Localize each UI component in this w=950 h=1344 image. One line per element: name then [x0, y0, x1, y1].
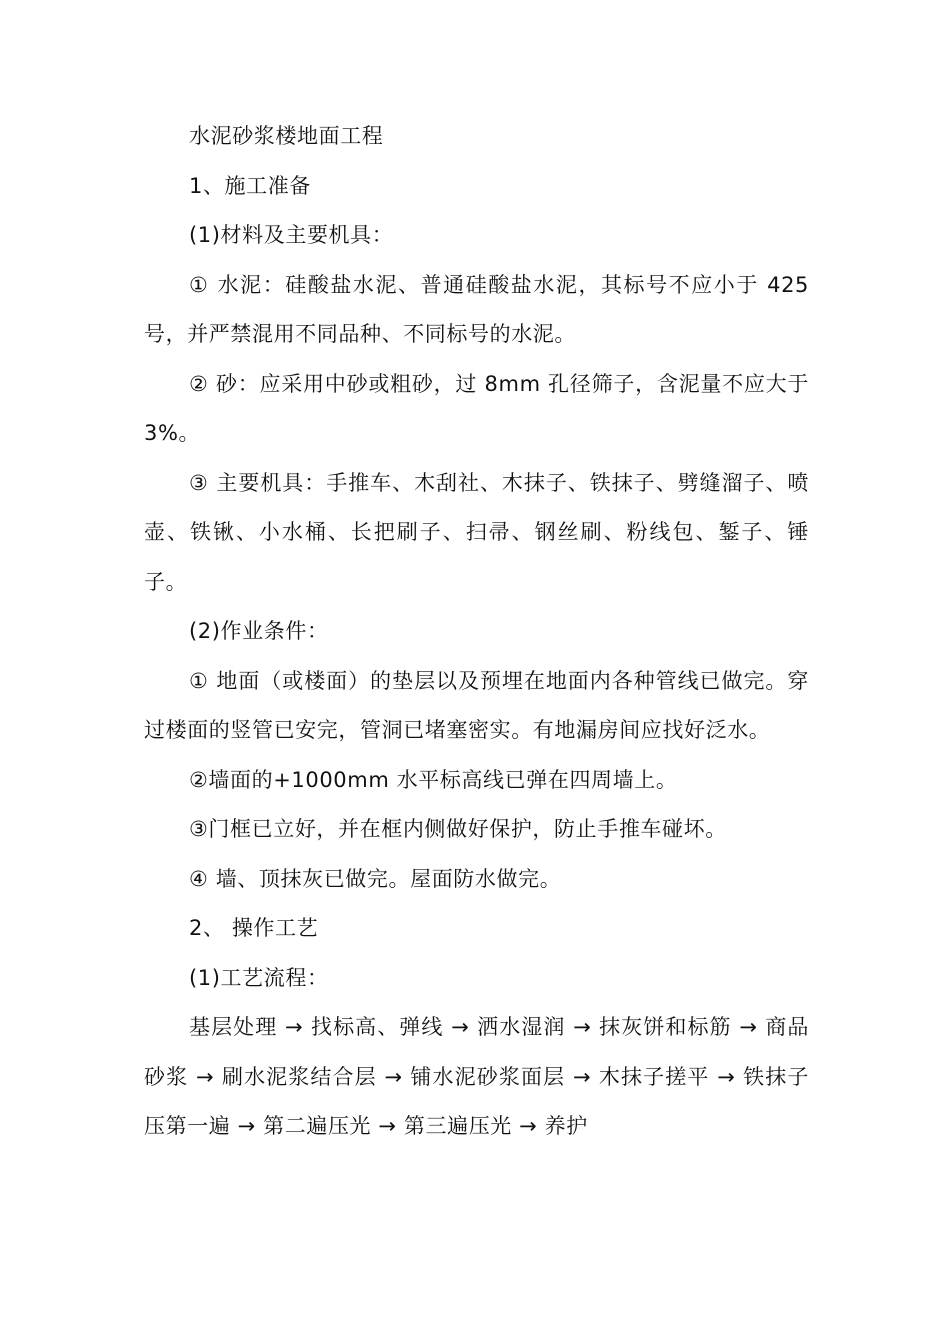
- condition-item-2: ②墙面的+1000mm 水平标高线已弹在四周墙上。: [189, 767, 678, 792]
- subsection-heading-conditions: (2)作业条件：: [189, 619, 329, 643]
- condition-item-1: ① 地面（或楼面）的垫层以及预埋在地面内各种管线已做完。穿过楼面的竖管已安完，管洞已堵塞密实。有地漏房间应找好泛水。: [144, 668, 809, 742]
- subsection-heading-materials: (1)材料及主要机具：: [189, 223, 394, 247]
- condition-item-3: ③门框已立好，并在框内侧做好保护，防止手推车碰坏。: [189, 817, 727, 841]
- material-item-tools: ③ 主要机具：手推车、木刮社、木抹子、铁抹子、劈缝溜子、喷壶、铁锹、小水桶、长把刷子、扫帚、钢丝刷、粉线包、錾子、锤子。: [144, 470, 809, 594]
- document-body: [144, 112, 809, 1152]
- material-item-sand: ② 砂：应采用中砂或粗砂，过 8mm 孔径筛子，含泥量不应大于3%。: [144, 371, 809, 445]
- subsection-heading-flow: (1)工艺流程：: [189, 965, 329, 990]
- section-heading-process: 2、 操作工艺: [189, 916, 319, 940]
- process-flow-text: 基层处理 → 找标高、弹线 → 洒水湿润 → 抹灰饼和标筋 → 商品砂浆 → 刷水泥浆结合层 → 铺水泥砂浆面层 → 木抹子搓平 → 铁抹子压第一遍 → 第二遍压光 → 第三遍压光 → 养护: [144, 1015, 809, 1138]
- section-heading-preparation: 1、施工准备: [189, 173, 311, 198]
- document-title: 水泥砂浆楼地面工程: [189, 124, 384, 148]
- condition-item-4: ④ 墙、顶抹灰已做完。屋面防水做完。: [189, 866, 562, 891]
- material-item-cement: ① 水泥：硅酸盐水泥、普通硅酸盐水泥，其标号不应小于 425号，并严禁混用不同品种、不同标号的水泥。: [144, 272, 809, 346]
